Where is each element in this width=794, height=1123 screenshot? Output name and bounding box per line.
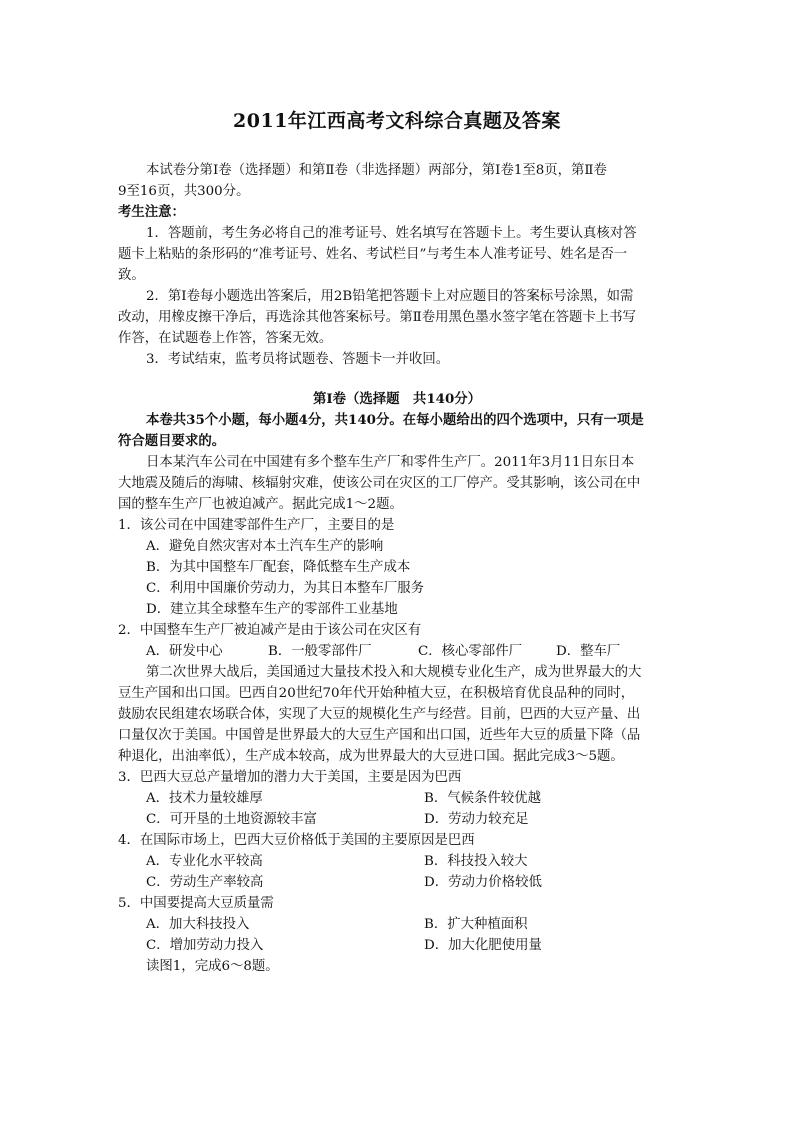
q2-option-d: D．整车厂 bbox=[556, 644, 621, 659]
passage-2-line-5: 种退化，出油率低），生产成本较高，成为世界最大的大豆进口国。据此完成3～5题。 bbox=[118, 749, 624, 764]
q5-option-c: C．增加劳动力投入 bbox=[146, 938, 264, 953]
passage-2-line-1: 第二次世界大战后，美国通过大量技术投入和大规模专业化生产，成为世界最大的大 bbox=[146, 665, 642, 680]
q3-option-b: B．气候条件较优越 bbox=[424, 791, 541, 806]
passage-1-line-1: 日本某汽车公司在中国建有多个整车生产厂和零件生产厂。2011年3月11日东日本 bbox=[146, 455, 635, 470]
q2-option-a: A．研发中心 bbox=[146, 644, 223, 659]
q5-stem: 5．中国要提高大豆质量需 bbox=[118, 896, 274, 911]
q3-option-c: C．可开垦的土地资源较丰富 bbox=[146, 812, 317, 827]
q3-option-d: D．劳动力较充足 bbox=[424, 812, 529, 827]
section-heading: 第Ⅰ卷（选择题 共140分） bbox=[312, 391, 482, 407]
page-title: 2011年江西高考文科综合真题及答案 bbox=[233, 110, 561, 132]
q1-option-c: C．利用中国廉价劳动力，为其日本整车厂服务 bbox=[146, 581, 425, 596]
q5-option-d: D．加大化肥使用量 bbox=[424, 938, 542, 953]
passage-2-line-4: 口量仅次于美国。中国曾是世界最大的大豆生产国和出口国，近些年大豆的质量下降（品 bbox=[118, 728, 641, 743]
q4-option-b: B．科技投入较大 bbox=[424, 854, 528, 869]
q4-stem: 4．在国际市场上，巴西大豆价格低于美国的主要原因是巴西 bbox=[118, 833, 475, 848]
q4-option-c: C．劳动生产率较高 bbox=[146, 875, 264, 890]
q1-option-a: A．避免自然灾害对本土汽车生产的影响 bbox=[146, 539, 384, 554]
intro-line-2: 9至16页，共300分。 bbox=[118, 184, 250, 199]
q2-stem: 2．中国整车生产厂被迫减产是由于该公司在灾区有 bbox=[118, 623, 422, 638]
section-desc-line-2: 符合题目要求的。 bbox=[118, 433, 226, 449]
notice-2-line-1: 2．第Ⅰ卷每小题选出答案后，用2B铅笔把答题卡上对应题目的答案标号涂黑，如需 bbox=[146, 289, 634, 304]
q4-option-d: D．劳动力价格较低 bbox=[424, 875, 542, 890]
q3-option-a: A．技术力量较雄厚 bbox=[146, 791, 263, 806]
passage-2-line-3: 鼓励农民组建农场联合体，实现了大豆的规模化生产与经营。目前，巴西的大豆产量、出 bbox=[118, 707, 641, 722]
q1-option-b: B．为其中国整车厂配套，降低整车生产成本 bbox=[146, 560, 411, 575]
passage-1-line-3: 国的整车生产厂也被迫减产。据此完成1～2题。 bbox=[118, 497, 403, 512]
notice-1-line-1: 1．答题前，考生务必将自己的准考证号、姓名填写在答题卡上。考生要认真核对答 bbox=[146, 226, 637, 241]
section-desc-line-1: 本卷共35个小题，每小题4分，共140分。在每小题给出的四个选项中，只有一项是 bbox=[146, 412, 644, 428]
q5-option-a: A．加大科技投入 bbox=[146, 917, 250, 932]
q1-stem: 1．该公司在中国建零部件生产厂，主要目的是 bbox=[118, 518, 395, 533]
passage-1-line-2: 大地震及随后的海啸、核辐射灾难，使该公司在灾区的工厂停产。受其影响，该公司在中 bbox=[118, 476, 641, 491]
q2-option-c: C．核心零部件厂 bbox=[418, 644, 522, 659]
q1-option-d: D．建立其全球整车生产的零部件工业基地 bbox=[146, 602, 398, 617]
notice-3: 3．考试结束，监考员将试题卷、答题卡一并收回。 bbox=[146, 352, 450, 367]
notice-1-line-3: 致。 bbox=[118, 268, 145, 283]
intro-line-1: 本试卷分第Ⅰ卷（选择题）和第Ⅱ卷（非选择题）两部分，第Ⅰ卷1至8页，第Ⅱ卷 bbox=[146, 163, 607, 178]
q3-stem: 3．巴西大豆总产量增加的潜力大于美国，主要是因为巴西 bbox=[118, 770, 462, 785]
notice-heading: 考生注意： bbox=[118, 204, 185, 220]
q4-option-a: A．专业化水平较高 bbox=[146, 854, 263, 869]
notice-2-line-3: 作答，在试题卷上作答，答案无效。 bbox=[118, 331, 333, 346]
q5-option-b: B．扩大种植面积 bbox=[424, 917, 528, 932]
notice-2-line-2: 改动，用橡皮擦干净后，再选涂其他答案标号。第Ⅱ卷用黑色墨水签字笔在答题卡上书写 bbox=[118, 310, 636, 325]
notice-1-line-2: 题卡上粘贴的条形码的“准考证号、姓名、考试栏目”与考生本人准考证号、姓名是否一 bbox=[118, 247, 628, 262]
closing-instruction: 读图1，完成6～8题。 bbox=[146, 959, 279, 974]
q2-option-b: B．一般零部件厂 bbox=[268, 644, 372, 659]
passage-2-line-2: 豆生产国和出口国。巴西自20世纪70年代开始种植大豆，在积极培育优良品种的同时， bbox=[118, 686, 635, 701]
